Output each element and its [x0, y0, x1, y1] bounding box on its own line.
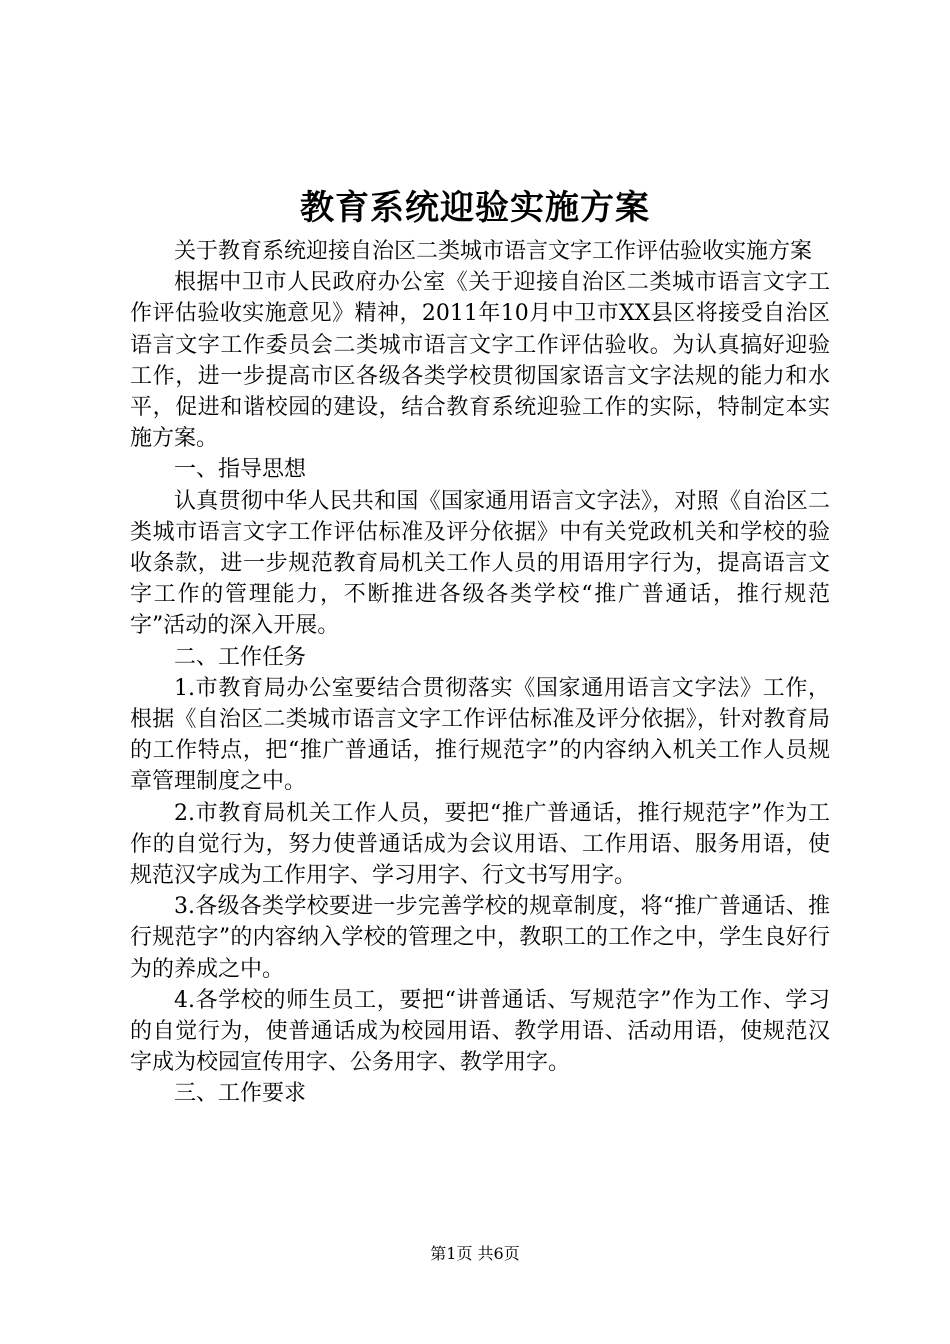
paragraph-task-3: 3.各级各类学校要进一步完善学校的规章制度，将“推广普通话、推行规范字”的内容纳入学校的管理之中，教职工的工作之中，学生良好行为的养成之中。	[130, 894, 830, 982]
paragraph-task-1: 1.市教育局办公室要结合贯彻落实《国家通用语言文字法》工作，根据《自治区二类城市语言文字工作评估标准及评分依据》，针对教育局的工作特点，把“推广普通话，推行规范字”的内容纳入机关工作人员规章管理制度之中。	[130, 675, 830, 795]
section-heading-work-tasks: 二、工作任务	[174, 644, 307, 670]
paragraph-intro: 根据中卫市人民政府办公室《关于迎接自治区二类城市语言文字工作评估验收实施意见》精神，2011年10月中卫市XX县区将接受自治区语言文字工作委员会二类城市语言文字工作评估验收。为认真搞好迎验工作，进一步提高市区各级各类学校贯彻国家语言文字法规的能力和水平，促进和谐校园的建设，结合教育系统迎验工作的实际，特制定本实施方案。	[130, 270, 830, 452]
document-title: 教育系统迎验实施方案	[300, 188, 650, 228]
paragraph-task-4: 4.各学校的师生员工，要把“讲普通话、写规范字”作为工作、学习的自觉行为，使普通话成为校园用语、教学用语、活动用语，使规范汉字成为校园宣传用字、公务用字、教学用字。	[130, 987, 830, 1076]
page-indicator: 第1页 共6页	[430, 1244, 520, 1263]
section-heading-guiding-thought: 一、指导思想	[174, 457, 307, 483]
paragraph-guiding-thought: 认真贯彻中华人民共和国《国家通用语言文字法》，对照《自治区二类城市语言文字工作评估标准及评分依据》中有关党政机关和学校的验收条款，进一步规范教育局机关工作人员的用语用字行为，提高语言文字工作的管理能力，不断推进各级各类学校“推广普通话，推行规范字”活动的深入开展。	[130, 488, 830, 639]
paragraph-task-2: 2.市教育局机关工作人员，要把“推广普通话，推行规范字”作为工作的自觉行为，努力使普通话成为会议用语、工作用语、服务用语，使规范汉字成为工作用字、学习用字、行文书写用字。	[130, 800, 830, 889]
document-body	[130, 236, 830, 1110]
section-heading-work-requirements: 三、工作要求	[174, 1081, 307, 1107]
paragraph-heading-subtitle: 关于教育系统迎接自治区二类城市语言文字工作评估验收实施方案	[174, 239, 813, 264]
